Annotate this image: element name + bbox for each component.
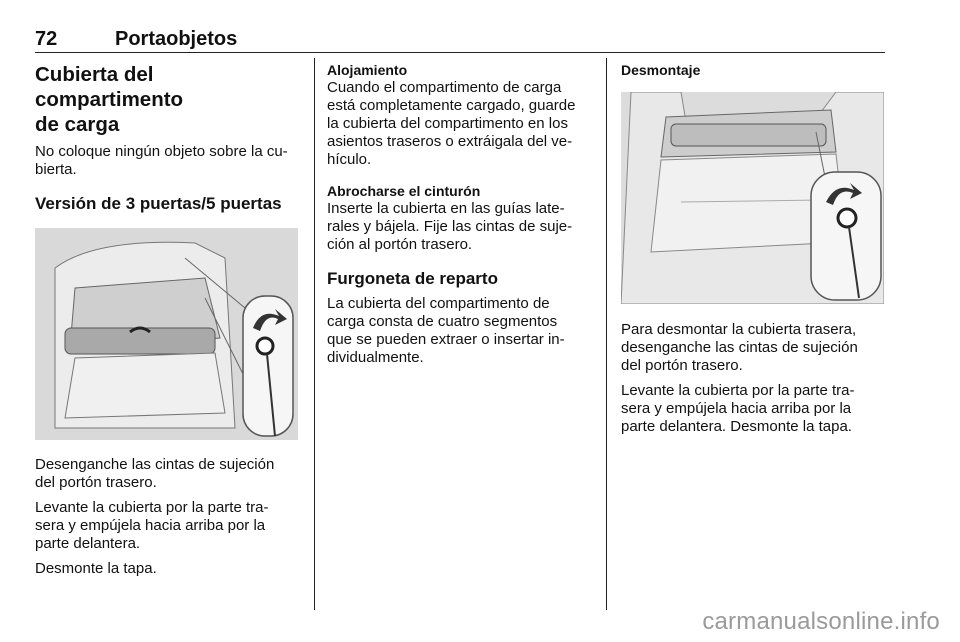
cargo-cover-illustration-1 bbox=[35, 228, 298, 440]
instruction-3: Desmonte la tapa. bbox=[35, 560, 157, 577]
column-2 bbox=[327, 62, 592, 367]
fasten-text: Inserte la cubierta en las guías late- rales y bájela. Fije las cintas de suje- ción al portón trasero. bbox=[327, 200, 573, 253]
instruction-2: Levante la cubierta por la parte tra- sera y empújela hacia arriba por la parte delantera. bbox=[35, 499, 269, 552]
fasten-heading: Abrocharse el cinturón bbox=[327, 183, 481, 199]
column-1-lower bbox=[35, 456, 300, 578]
storage-text: Cuando el compartimento de carga está completamente cargado, guarde la cubierta del compartimento en los asientos traseros o extráigala del ve- hículo. bbox=[327, 79, 576, 168]
van-text: La cubierta del compartimento de carga consta de cuatro segmentos que se pueden extraer o insertar in- dividualmente. bbox=[327, 295, 565, 366]
van-instruction-2: Levante la cubierta por la parte tra- sera y empújela hacia arriba por la parte delantera. Desmonte la tapa. bbox=[621, 382, 855, 435]
intro-text: No coloque ningún objeto sobre la cu- bierta. bbox=[35, 143, 288, 178]
site-watermark: carmanualsonline.info bbox=[702, 608, 940, 635]
column-divider-1 bbox=[314, 58, 315, 610]
column-divider-2 bbox=[606, 58, 607, 610]
column-1 bbox=[35, 62, 300, 245]
van-removal-heading: Desmontaje bbox=[621, 62, 701, 78]
instruction-1: Desenganche las cintas de sujeción del portón trasero. bbox=[35, 456, 275, 491]
cargo-cover-illustration-2 bbox=[621, 92, 884, 304]
page-header bbox=[35, 28, 885, 52]
storage-heading: Alojamiento bbox=[327, 62, 408, 78]
column-3-lower bbox=[621, 321, 886, 436]
version-heading: Versión de 3 puertas/5 puertas bbox=[35, 194, 282, 213]
page-number: 72 bbox=[35, 28, 58, 50]
van-instruction-1: Para desmontar la cubierta trasera, desenganche las cintas de sujeción del portón trasero. bbox=[621, 321, 858, 374]
section-title: Portaobjetos bbox=[115, 28, 238, 50]
van-heading: Furgoneta de reparto bbox=[327, 269, 498, 288]
header-divider bbox=[35, 52, 885, 53]
main-heading: Cubierta del compartimento de carga bbox=[35, 63, 184, 136]
column-3 bbox=[621, 62, 886, 79]
